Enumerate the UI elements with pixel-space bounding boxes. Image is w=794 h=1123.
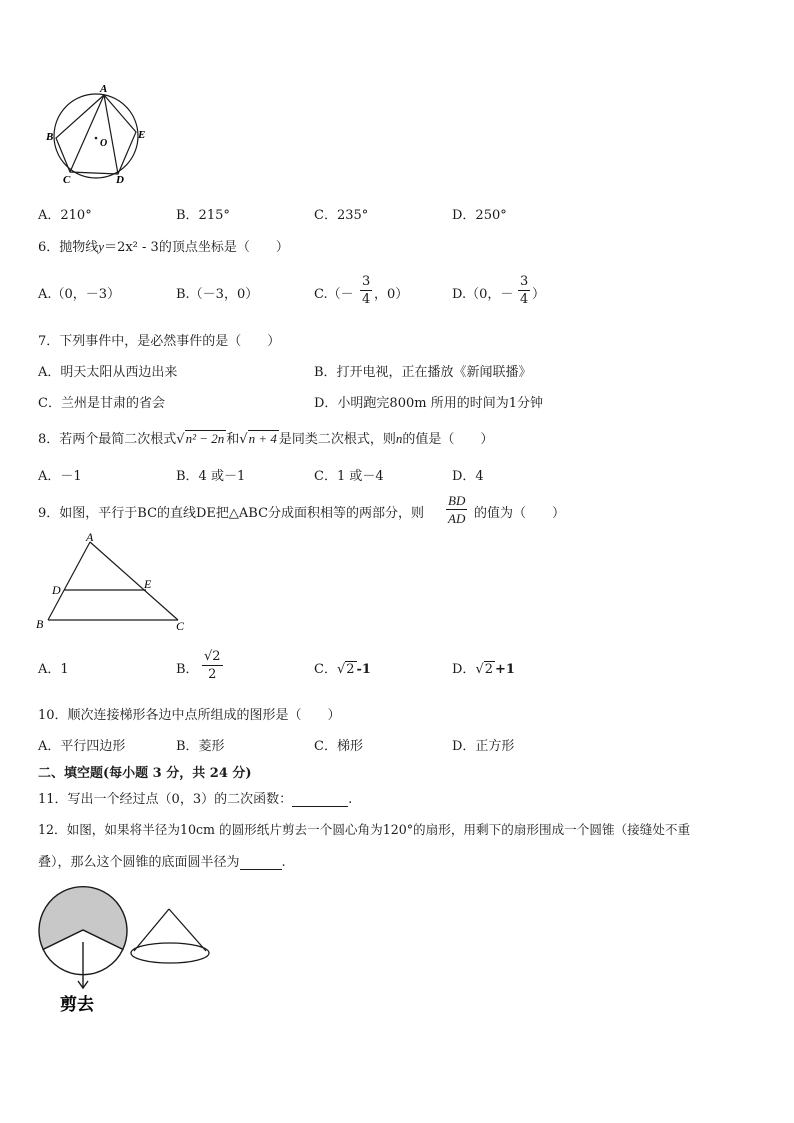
q8-option-a: A．－1 (38, 469, 82, 484)
sqrt-expression (475, 663, 495, 676)
q9-stem: 9．如图，平行于BC的直线DE把△ABC分成面积相等的两部分，则 (38, 506, 425, 521)
q6-option-b: B.（－3，0） (176, 287, 259, 302)
q6-option-d-suffix: ） (532, 287, 546, 302)
q9-option-d-prefix: D． (452, 662, 476, 677)
q8-prefix: 8．若两个最简二次根式 (38, 432, 177, 447)
fraction-numerator: 3 (520, 274, 529, 289)
cone-right-edge (169, 909, 206, 951)
q9-option-c-radicand: 2 (346, 662, 355, 677)
label-d: D (116, 174, 124, 186)
label-a: A (86, 532, 94, 544)
section-2-title: 二、填空题(每小题 3 分，共 24 分) (38, 766, 252, 781)
q6-var-y: y (98, 239, 105, 254)
center-point (95, 137, 98, 140)
circle-pentagon-figure (40, 80, 160, 190)
q12-line-2-text: 叠），那么这个圆锥的底面圆半径为 (38, 855, 240, 870)
q9-option-d (452, 663, 515, 676)
q8-suffix: 的值是（ ） (402, 432, 494, 447)
fraction-denominator: AD (448, 511, 466, 526)
label-a: A (100, 83, 108, 95)
cone-base (131, 943, 209, 963)
label-e: E (144, 577, 152, 591)
q7-option-c: C．兰州是甘肃的省会 (38, 396, 165, 411)
q9-option-b-prefix: B． (176, 662, 199, 677)
pentagon-abcde (56, 95, 136, 174)
q10-option-b: B．菱形 (176, 739, 225, 754)
cut-label: 剪去 (60, 995, 94, 1015)
q10-option-d: D．正方形 (452, 739, 515, 754)
q5-option-c: C．235° (314, 208, 369, 223)
label-o: O (100, 138, 108, 149)
q5-option-a: A．210° (38, 208, 92, 223)
q8-stem (38, 432, 493, 446)
label-b: B (36, 617, 44, 631)
q5-option-d: D．250° (452, 208, 507, 223)
q7-option-b: B．打开电视，正在播放《新闻联播》 (314, 365, 532, 380)
q11-end: . (348, 792, 353, 807)
sqrt-expression-1 (176, 432, 226, 446)
side-ab (48, 542, 90, 620)
q12-answer-blank[interactable] (240, 856, 282, 870)
label-b: B (46, 131, 54, 143)
q6-option-a: A.（0，－3） (38, 287, 121, 302)
sqrt-icon: √ (239, 432, 248, 447)
q8-var-n: n (395, 431, 403, 446)
fraction-denominator: 4 (520, 292, 529, 307)
sqrt-icon: √ (176, 432, 185, 447)
label-c: C (176, 619, 185, 633)
q6-suffix: 的顶点坐标是（ ） (158, 240, 289, 255)
q8-option-c: C．1 或－4 (314, 469, 384, 484)
q8-option-d: D．4 (452, 469, 484, 484)
fraction-numerator: 3 (362, 274, 371, 289)
label-c: C (63, 174, 71, 186)
cone-figure (128, 904, 218, 974)
sqrt-expression-2 (239, 432, 279, 446)
q9-fraction-bd-ad (446, 494, 467, 525)
q11-answer-blank[interactable] (292, 793, 348, 807)
q8-option-b: B．4 或－1 (176, 469, 246, 484)
q6-option-c-fraction (360, 275, 372, 306)
q8-mid2: 是同类二次根式，则 (278, 432, 396, 447)
q6-option-d-prefix: D.（0，－ (452, 287, 514, 302)
q9-option-c (314, 663, 371, 676)
sqrt-icon: √ (336, 662, 346, 677)
q9-option-d-radicand: 2 (484, 662, 494, 677)
q9-option-d-suffix: +1 (495, 662, 515, 677)
sqrt-icon: √ (475, 662, 484, 677)
q9-option-c-suffix: -1 (356, 662, 371, 677)
q7-stem: 7．下列事件中，是必然事件的是（ ） (38, 334, 281, 349)
fraction-numerator: BD (448, 493, 466, 508)
triangle-abc-figure (34, 532, 194, 638)
q6-formula: ＝2x² - 3 (104, 240, 159, 255)
q10-option-c: C．梯形 (314, 739, 363, 754)
side-ac (90, 542, 178, 620)
q6-option-c-suffix: ，0） (374, 287, 409, 302)
q5-option-b: B．215° (176, 208, 230, 223)
q9-option-a: A．1 (38, 662, 69, 677)
q12-line-2 (38, 856, 286, 870)
q6-option-d-fraction (518, 275, 530, 306)
q12-line-1: 12．如图，如果将半径为10cm 的圆形纸片剪去一个圆心角为120°的扇形，用剩下的扇形围成一个圆锥（接缝处不重 (38, 822, 691, 837)
q6-option-c-prefix: C.（－ (314, 287, 354, 302)
label-e: E (138, 129, 146, 141)
q8-radicand-1: n² − 2n (185, 431, 225, 446)
q6-stem (38, 240, 289, 254)
q9-option-c-prefix: C． (314, 662, 337, 677)
circumcircle (54, 94, 138, 178)
chord-ac (70, 95, 104, 172)
q7-option-d: D．小明跑完800m 所用的时间为1分钟 (314, 396, 543, 411)
cut-sector-figure (36, 884, 136, 1024)
q10-stem: 10．顺次连接梯形各边中点所组成的图形是（ ） (38, 708, 341, 723)
sqrt-expression (337, 663, 357, 676)
q8-mid: 和 (226, 432, 240, 447)
fraction-denominator: 4 (362, 292, 371, 307)
q9-option-b-fraction (202, 650, 223, 681)
q10-option-a: A．平行四边形 (38, 739, 126, 754)
q12-end: . (281, 855, 286, 870)
q8-radicand-2: n + 4 (248, 431, 277, 446)
q7-option-a: A．明天太阳从西边出来 (38, 365, 178, 380)
fraction-numerator: √2 (204, 649, 221, 664)
label-d: D (52, 583, 61, 597)
q11-stem (38, 793, 352, 807)
q9-suffix: 的值为（ ） (474, 506, 566, 521)
fraction-denominator: 2 (208, 667, 217, 682)
q11-text: 11．写出一个经过点（0，3）的二次函数： (38, 792, 293, 807)
chord-ad (104, 95, 118, 174)
q6-prefix: 6．抛物线 (38, 240, 99, 255)
